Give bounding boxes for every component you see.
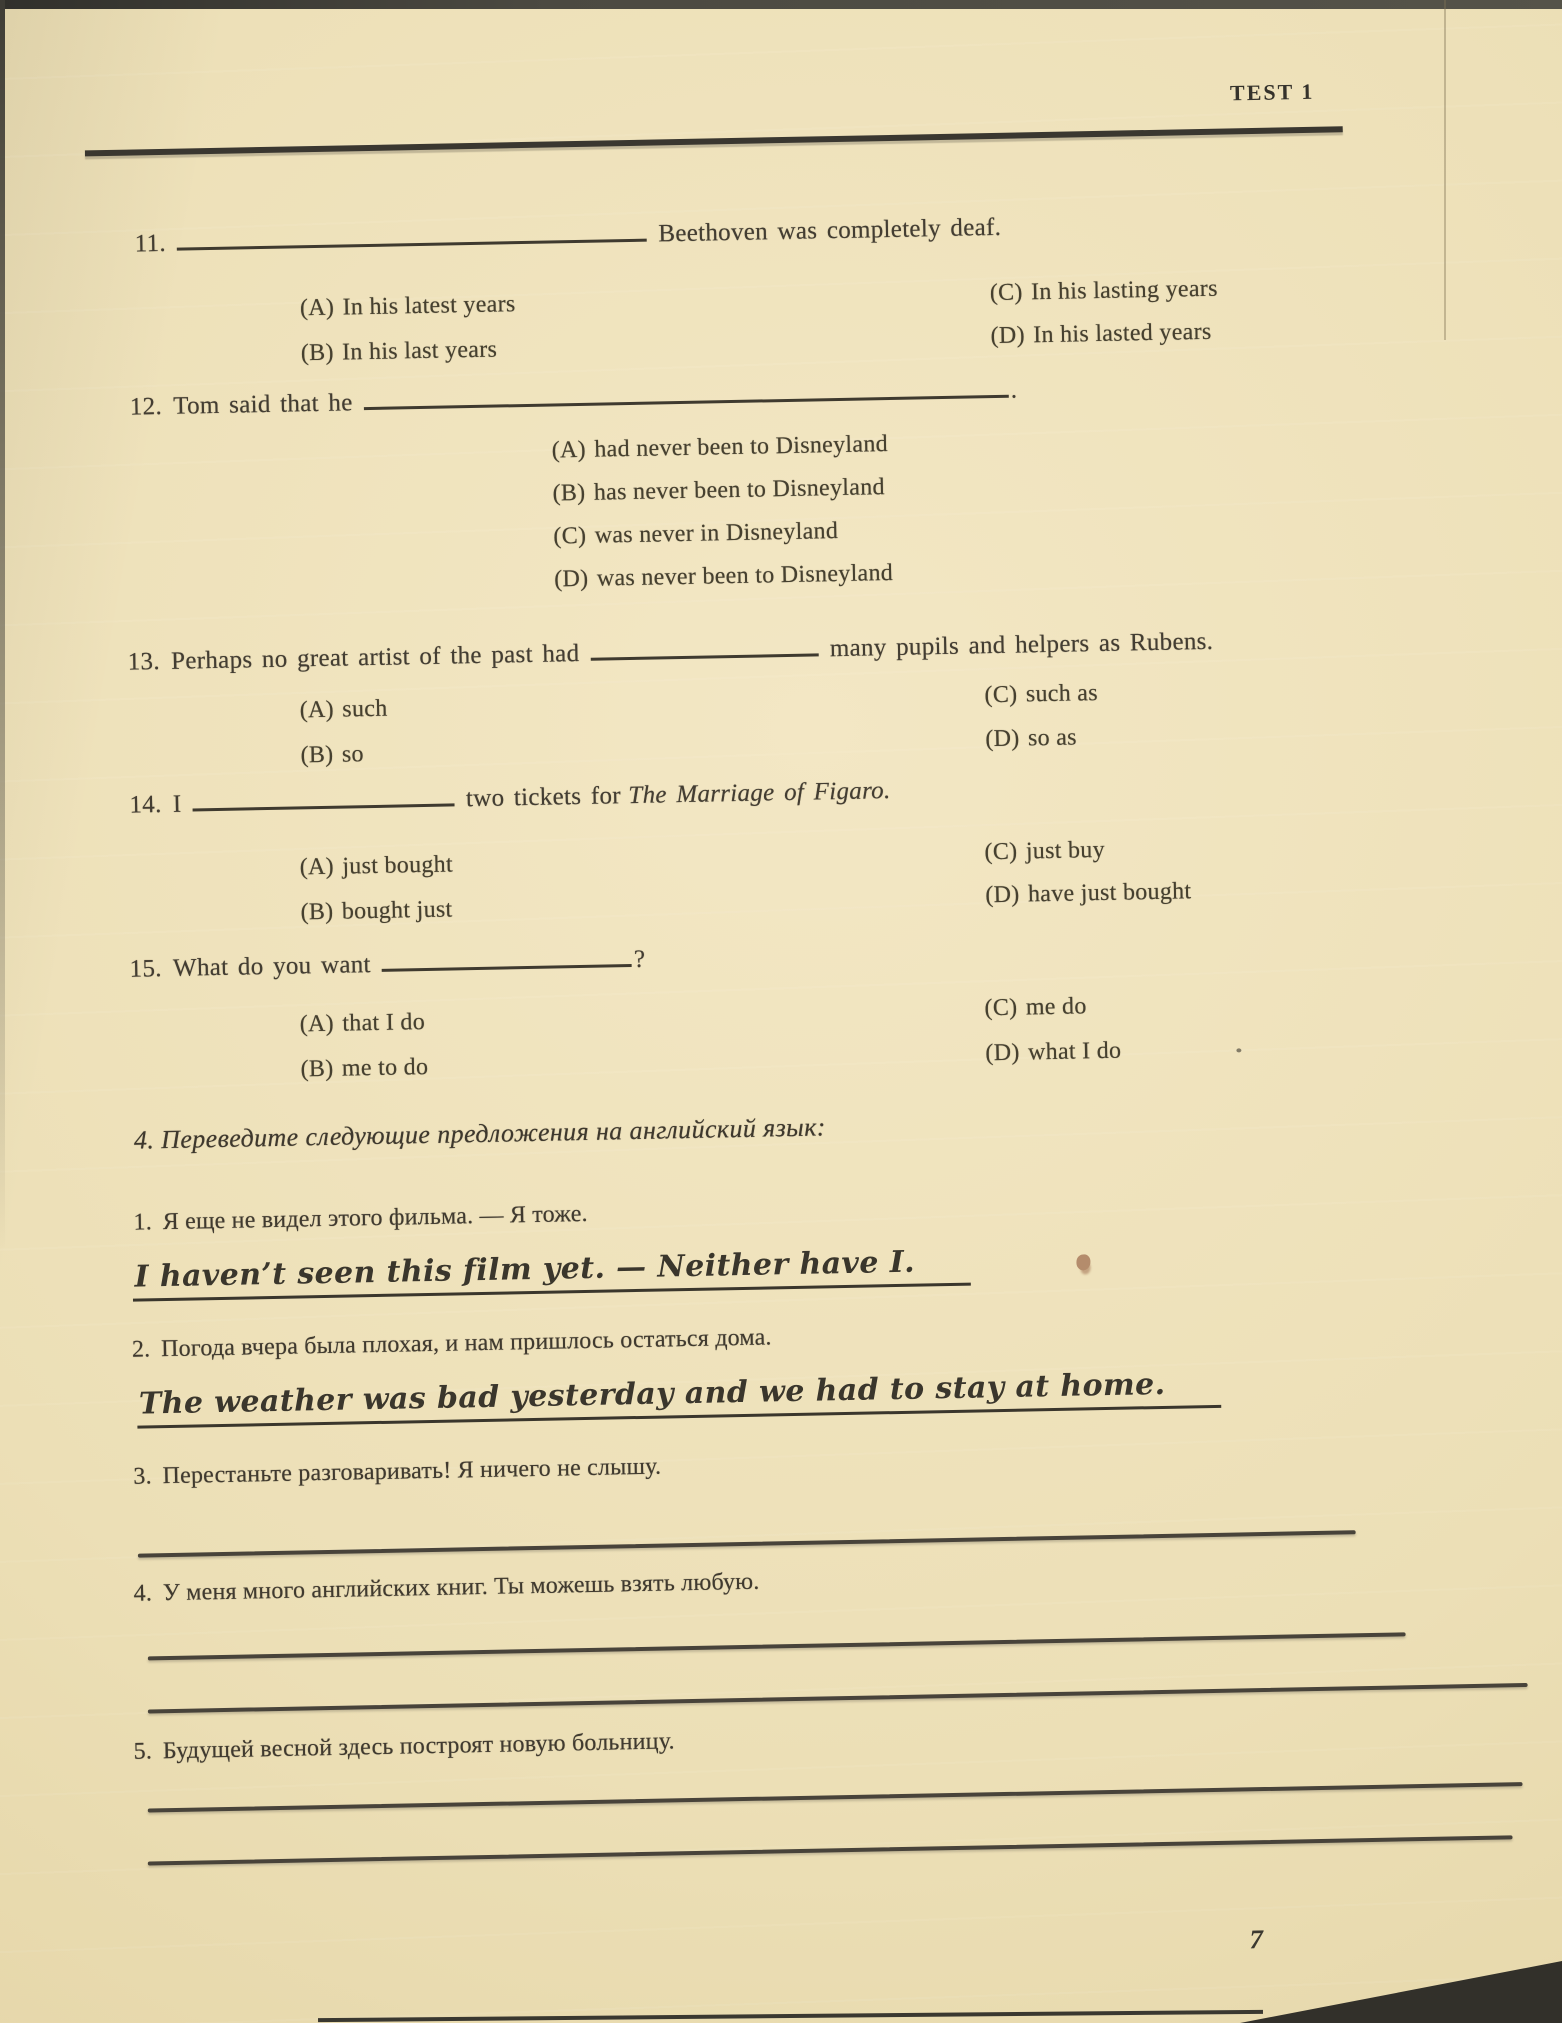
item-text: Я еще не видел этого фильма. — Я тоже.	[162, 1200, 588, 1236]
question-14-number: 14.	[129, 791, 162, 819]
option-label: (D)	[553, 565, 589, 593]
item-text: У меня много английских книг. Ты можешь взять любую.	[162, 1568, 760, 1607]
question-12-blank	[364, 391, 1009, 410]
question-13-option-a	[299, 696, 387, 725]
question-13-option-b	[300, 741, 364, 769]
question-12-text: Tom said that he	[172, 389, 353, 420]
option-label: (A)	[299, 853, 335, 881]
question-15-option-b	[300, 1054, 428, 1083]
translation-section-heading: 4. Переведите следующие предложения на английский язык:	[133, 1112, 827, 1155]
option-text: was never been to Disneyland	[596, 559, 894, 592]
question-12-option-d	[554, 560, 893, 594]
option-text: In his last years	[341, 336, 498, 366]
option-label: (C)	[984, 994, 1018, 1022]
question-14-option-a	[299, 851, 453, 881]
option-label: (B)	[552, 479, 586, 507]
question-15-option-c	[984, 993, 1087, 1022]
scanner-left-edge	[0, 0, 5, 1250]
stray-ink-dot	[1236, 1048, 1241, 1052]
page-title: TEST 1	[1229, 78, 1315, 106]
question-11-option-a	[300, 291, 516, 322]
question-12-option-b	[552, 474, 885, 507]
answer-line-5a	[148, 1782, 1523, 1812]
handwritten-answer-2: The weather was bad yesterday and we had to stay at home.	[137, 1366, 1221, 1429]
item-number: 2.	[131, 1336, 151, 1363]
item-text: Будущей весной здесь построят новую больницу.	[162, 1728, 675, 1765]
question-11-option-d	[990, 319, 1211, 350]
option-text: In his latest years	[342, 291, 516, 321]
question-15-number: 15.	[129, 955, 163, 983]
question-13-text-after: many pupils and helpers as Rubens.	[829, 627, 1214, 663]
option-label: (C)	[989, 279, 1023, 307]
item-number: 4.	[133, 1580, 153, 1607]
question-13-number: 13.	[127, 648, 161, 676]
question-13-option-d	[985, 724, 1077, 753]
option-text: has never been to Disneyland	[593, 474, 886, 506]
question-13-text-before: Perhaps no great artist of the past had	[170, 640, 580, 675]
page-edge-crease	[1444, 0, 1446, 340]
item-text: Перестаньте разговаривать! Я ничего не слышу.	[162, 1453, 662, 1490]
answer-line-4b	[148, 1683, 1528, 1713]
question-12-number: 12.	[129, 392, 163, 421]
option-label: (D)	[985, 1039, 1020, 1067]
option-label: (B)	[300, 339, 334, 367]
option-label: (D)	[985, 725, 1020, 753]
question-11-number: 11.	[134, 229, 167, 258]
question-15	[129, 946, 645, 984]
question-11-option-c	[990, 276, 1218, 307]
option-label: (C)	[984, 681, 1018, 709]
translation-item-1	[133, 1201, 588, 1237]
item-number: 5.	[133, 1738, 153, 1765]
question-12-option-c	[553, 518, 838, 550]
translation-item-4	[133, 1569, 759, 1608]
question-14-option-c	[984, 837, 1105, 866]
answer-line-4a	[148, 1632, 1406, 1660]
question-15-option-a	[299, 1009, 425, 1038]
option-label: (A)	[551, 436, 587, 464]
ink-blot	[1076, 1254, 1090, 1270]
option-text: so	[341, 741, 365, 768]
question-15-text: What do you want	[172, 951, 372, 982]
option-label: (C)	[553, 522, 587, 550]
question-11	[134, 214, 1001, 259]
option-text: me to do	[341, 1053, 429, 1082]
question-13-blank	[591, 649, 819, 660]
option-label: (A)	[299, 294, 335, 322]
option-label: (B)	[300, 741, 334, 769]
question-14-option-b	[300, 896, 452, 926]
option-text: me do	[1025, 993, 1087, 1021]
option-text: so as	[1027, 724, 1078, 752]
option-label: (D)	[985, 881, 1020, 909]
question-15-option-d	[985, 1038, 1121, 1068]
option-label: (B)	[300, 1055, 334, 1083]
option-text: was never in Disneyland	[594, 518, 839, 549]
header-divider-rule	[85, 126, 1343, 156]
item-number: 3.	[133, 1463, 153, 1490]
option-text: bought just	[341, 896, 453, 925]
question-13-option-c	[984, 680, 1098, 709]
question-13	[127, 628, 1213, 677]
option-text: such as	[1025, 680, 1099, 708]
option-text: that I do	[342, 1009, 426, 1037]
option-text: have just bought	[1027, 878, 1192, 908]
option-text: just bought	[342, 851, 454, 880]
option-text: such	[342, 695, 388, 723]
handwritten-answer-1: I haven’t seen this film yet. — Neither have I.	[132, 1244, 970, 1302]
option-text: just buy	[1025, 836, 1106, 865]
option-text: what I do	[1027, 1037, 1122, 1066]
translation-item-2	[132, 1324, 772, 1363]
item-number: 1.	[133, 1209, 153, 1236]
question-12-period: .	[1010, 376, 1018, 404]
question-11-blank	[177, 235, 647, 251]
answer-line-5b	[148, 1835, 1513, 1865]
question-14-text-after: two tickets for	[465, 782, 622, 813]
question-14-text-before: I	[172, 790, 182, 818]
question-14	[129, 777, 891, 820]
question-14-option-d	[985, 878, 1192, 909]
question-15-question-mark: ?	[633, 945, 646, 974]
page-number: 7	[1249, 1924, 1264, 1955]
question-14-opera-title: The Marriage of Figaro.	[628, 777, 891, 810]
question-12	[130, 377, 1018, 422]
translation-item-5	[133, 1728, 675, 1765]
scanner-top-edge	[0, 0, 1562, 9]
question-14-blank	[193, 799, 455, 811]
option-text: In his lasted years	[1032, 318, 1212, 349]
question-11-text: Beethoven was completely deaf.	[658, 213, 1002, 248]
option-label: (A)	[299, 696, 335, 724]
question-11-option-b	[301, 337, 498, 368]
option-label: (C)	[984, 838, 1018, 866]
question-15-blank	[382, 960, 632, 972]
item-text: Погода вчера была плохая, и нам пришлось остаться дома.	[160, 1324, 772, 1363]
translation-item-3	[133, 1454, 661, 1491]
option-label: (B)	[300, 898, 334, 926]
option-text: In his lasting years	[1030, 275, 1218, 306]
answer-line-3	[138, 1530, 1356, 1557]
option-label: (A)	[299, 1010, 335, 1038]
question-12-option-a	[552, 431, 889, 464]
option-text: had never been to Disneyland	[594, 431, 889, 463]
option-label: (D)	[990, 322, 1026, 350]
